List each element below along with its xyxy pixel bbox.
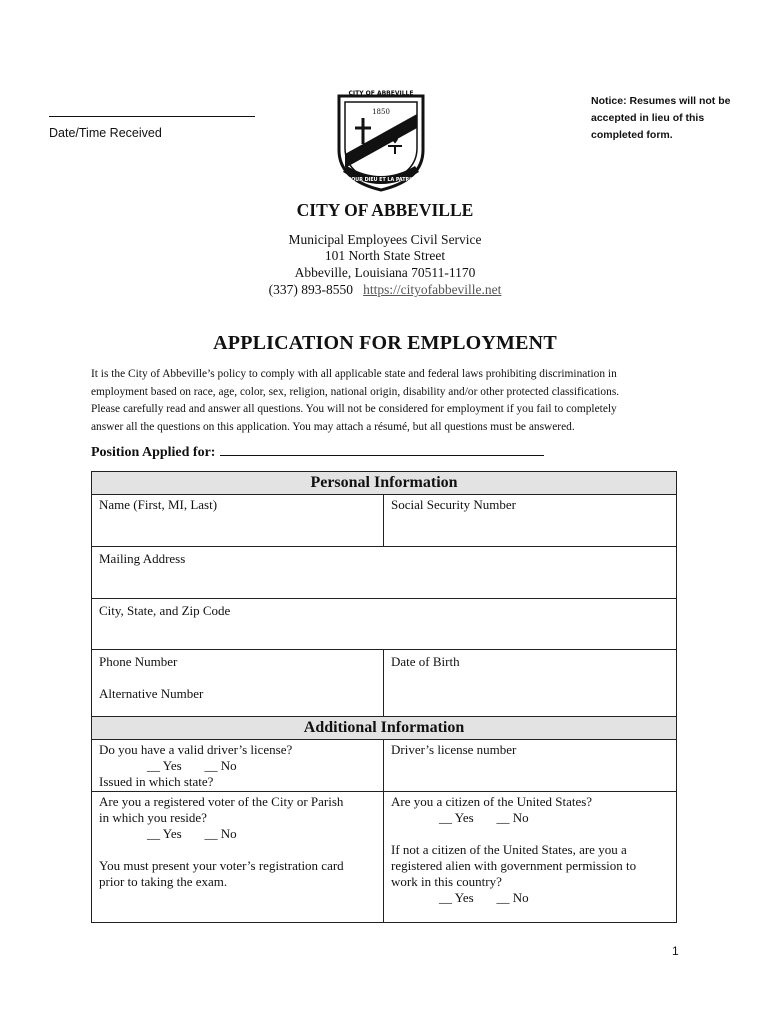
citizen-yes-option[interactable]: __ Yes <box>439 810 474 825</box>
phone-field[interactable] <box>92 650 384 716</box>
name-field[interactable] <box>92 495 384 546</box>
citizen-question-cell <box>384 792 676 922</box>
org-website-link[interactable]: https://cityofabbeville.net <box>363 282 502 297</box>
dob-label: Date of Birth <box>391 654 460 669</box>
voter-note-line: You must present your voter’s registration card <box>99 858 344 873</box>
license-no-option[interactable]: __ No <box>204 758 237 773</box>
voter-question-cell <box>92 792 384 922</box>
city-state-zip-label: City, State, and Zip Code <box>99 603 231 618</box>
voter-note-line: prior to taking the exam. <box>99 874 228 889</box>
name-ssn-row <box>92 495 676 547</box>
voter-question-line: Are you a registered voter of the City or Parish <box>99 794 344 809</box>
license-question-cell <box>92 740 384 791</box>
city-seal-logo <box>333 88 429 192</box>
org-contact-line <box>0 282 770 298</box>
date-received-line[interactable] <box>49 116 255 117</box>
name-label: Name (First, MI, Last) <box>99 497 218 512</box>
citizen-no-option[interactable]: __ No <box>496 810 529 825</box>
voter-yes-no <box>99 826 376 842</box>
alt-phone-label: Alternative Number <box>99 686 204 701</box>
position-applied-label: Position Applied for: <box>91 445 216 460</box>
date-received-label: Date/Time Received <box>49 126 162 140</box>
policy-line: Please carefully read and answer all questions. You will not be considered for employment if you fail to completely <box>91 403 617 415</box>
org-department: Municipal Employees Civil Service <box>288 232 482 247</box>
license-number-label: Driver’s license number <box>391 742 517 757</box>
dob-field[interactable] <box>384 650 676 716</box>
alien-question-line: If not a citizen of the United States, are you a <box>391 842 627 857</box>
license-question: Do you have a valid driver’s license? <box>99 742 293 757</box>
svg-text:CITY OF ABBEVILLE: CITY OF ABBEVILLE <box>348 90 414 97</box>
page-number: 1 <box>672 944 679 958</box>
svg-text:1850: 1850 <box>372 108 390 116</box>
city-state-zip-row <box>92 599 676 650</box>
phone-label: Phone Number <box>99 654 178 669</box>
position-applied-field[interactable] <box>220 443 544 456</box>
license-yes-no <box>99 758 376 774</box>
policy-line: employment based on race, age, color, sex, religion, national origin, disability and/or other protected classifications. <box>91 385 620 398</box>
org-name: CITY OF ABBEVILLE <box>296 200 474 220</box>
license-state-label: Issued in which state? <box>99 774 214 789</box>
voter-question-line: in which you reside? <box>99 810 207 825</box>
position-applied-row <box>91 443 544 461</box>
license-number-field[interactable] <box>384 740 676 791</box>
citizen-yes-no <box>391 810 669 826</box>
mailing-address-row <box>92 547 676 599</box>
alien-no-option[interactable]: __ No <box>496 890 529 905</box>
org-city-line: Abbeville, Louisiana 70511-1170 <box>294 265 476 280</box>
alien-yes-option[interactable]: __ Yes <box>439 890 474 905</box>
org-street: 101 North State Street <box>324 248 446 263</box>
license-row <box>92 740 676 792</box>
ssn-field[interactable] <box>384 495 676 546</box>
alien-yes-no <box>391 890 669 906</box>
personal-info-heading: Personal Information <box>92 472 676 495</box>
resume-notice: Notice: Resumes will not be accepted in lieu of this completed form. <box>591 95 731 141</box>
voter-yes-option[interactable]: __ Yes <box>147 826 182 841</box>
ssn-label: Social Security Number <box>391 497 516 512</box>
policy-statement <box>91 366 691 436</box>
alien-question-line: work in this country? <box>391 874 502 889</box>
application-form-table <box>91 471 677 923</box>
svg-text:POUR DIEU ET LA PATRIE: POUR DIEU ET LA PATRIE <box>347 178 415 183</box>
additional-info-heading: Additional Information <box>92 717 676 740</box>
mailing-address-field[interactable] <box>92 547 676 598</box>
org-phone: (337) 893-8550 <box>268 282 353 297</box>
phone-dob-row <box>92 650 676 717</box>
form-title: APPLICATION FOR EMPLOYMENT <box>213 332 557 354</box>
voter-citizen-row <box>92 792 676 922</box>
voter-no-option[interactable]: __ No <box>204 826 237 841</box>
citizen-question: Are you a citizen of the United States? <box>391 794 593 809</box>
policy-line: It is the City of Abbeville’s policy to comply with all applicable state and federal laws prohibiting discrimination in <box>91 368 617 380</box>
license-yes-option[interactable]: __ Yes <box>147 758 182 773</box>
alien-question-line: registered alien with government permission to <box>391 858 637 873</box>
policy-line: answer all the questions on this application. You may attach a résumé, but all questions must be answered. <box>91 420 575 433</box>
mailing-address-label: Mailing Address <box>99 551 186 566</box>
city-state-zip-field[interactable] <box>92 599 676 649</box>
